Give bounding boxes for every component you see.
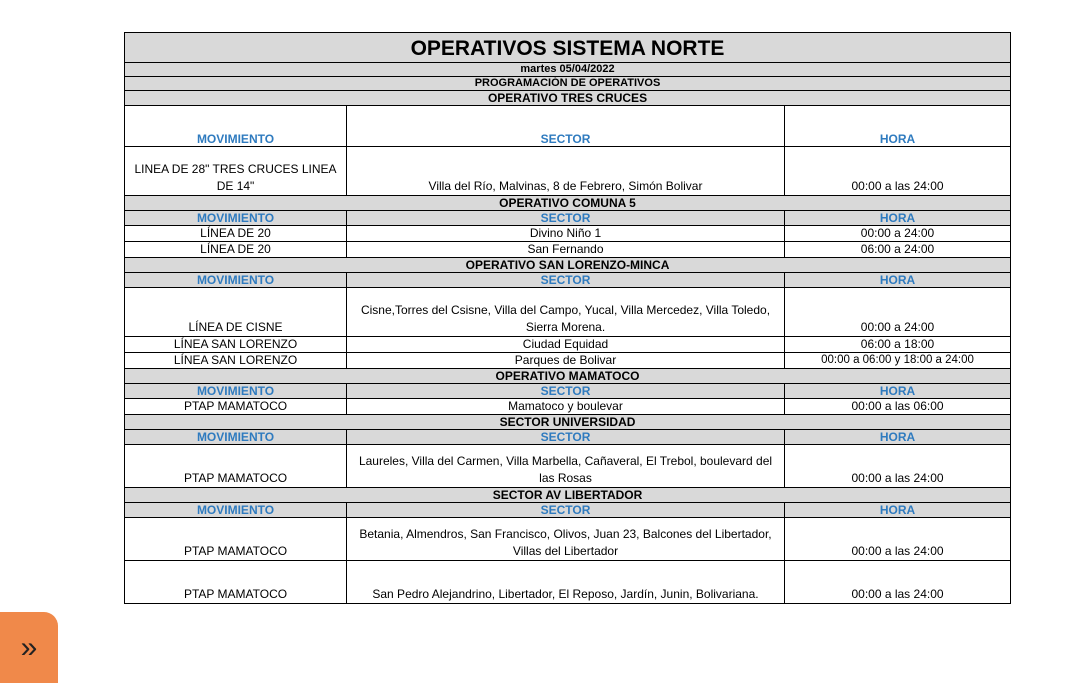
- header-hora: HORA: [785, 106, 1011, 147]
- section-title: OPERATIVO MAMATOCO: [125, 369, 1011, 384]
- date-label: martes 05/04/2022: [125, 63, 1011, 77]
- header-sector: SECTOR: [347, 503, 785, 518]
- cell-movimiento: LINEA DE 28" TRES CRUCES LINEA DE 14": [125, 147, 347, 196]
- header-sector: SECTOR: [347, 211, 785, 226]
- cell-movimiento: LÍNEA DE 20: [125, 242, 347, 258]
- cell-movimiento: PTAP MAMATOCO: [125, 561, 347, 604]
- column-header-row: [125, 503, 1011, 518]
- section-header: [125, 415, 1011, 430]
- cell-sector: San Pedro Alejandrino, Libertador, El Reposo, Jardín, Junin, Bolivariana.: [347, 561, 785, 604]
- cell-movimiento: PTAP MAMATOCO: [125, 518, 347, 561]
- cell-hora: 00:00 a las 06:00: [785, 399, 1011, 415]
- next-page-button[interactable]: [0, 612, 58, 683]
- column-header-row: [125, 384, 1011, 399]
- table-row: [125, 518, 1011, 561]
- header-movimiento: MOVIMIENTO: [125, 106, 347, 147]
- header-movimiento: MOVIMIENTO: [125, 273, 347, 288]
- header-movimiento: MOVIMIENTO: [125, 384, 347, 399]
- subtitle-row: [125, 77, 1011, 91]
- cell-movimiento: PTAP MAMATOCO: [125, 399, 347, 415]
- subtitle-label: PROGRAMACIÓN DE OPERATIVOS: [125, 77, 1011, 91]
- section-header: [125, 488, 1011, 503]
- table-row: [125, 561, 1011, 604]
- section-title: OPERATIVO SAN LORENZO-MINCA: [125, 258, 1011, 273]
- table-row: [125, 353, 1011, 369]
- table-row: [125, 147, 1011, 196]
- cell-movimiento: LÍNEA DE CISNE: [125, 288, 347, 337]
- cell-sector: Villa del Río, Malvinas, 8 de Febrero, Simón Bolivar: [347, 147, 785, 196]
- table-row: [125, 288, 1011, 337]
- column-header-row: [125, 211, 1011, 226]
- title-row: [125, 33, 1011, 63]
- cell-sector: Ciudad Equidad: [347, 337, 785, 353]
- cell-movimiento: PTAP MAMATOCO: [125, 445, 347, 488]
- header-sector: SECTOR: [347, 106, 785, 147]
- section-header: [125, 91, 1011, 106]
- cell-movimiento: LÍNEA SAN LORENZO: [125, 337, 347, 353]
- table-row: [125, 226, 1011, 242]
- header-hora: HORA: [785, 384, 1011, 399]
- header-hora: HORA: [785, 430, 1011, 445]
- cell-sector: Betania, Almendros, San Francisco, Olivos, Juan 23, Balcones del Libertador, Villas del Libertador: [347, 518, 785, 561]
- cell-sector: Cisne,Torres del Csisne, Villa del Campo, Yucal, Villa Mercedez, Villa Toledo, Sierra Morena.: [347, 288, 785, 337]
- cell-hora: 00:00 a 06:00 y 18:00 a 24:00: [785, 353, 1011, 369]
- header-sector: SECTOR: [347, 430, 785, 445]
- cell-hora: 06:00 a 24:00: [785, 242, 1011, 258]
- header-sector: SECTOR: [347, 273, 785, 288]
- table-row: [125, 337, 1011, 353]
- column-header-row: [125, 273, 1011, 288]
- cell-sector: San Fernando: [347, 242, 785, 258]
- section-title: OPERATIVO TRES CRUCES: [125, 91, 1011, 106]
- cell-movimiento: LÍNEA SAN LORENZO: [125, 353, 347, 369]
- cell-sector: Parques de Bolivar: [347, 353, 785, 369]
- page-title: OPERATIVOS SISTEMA NORTE: [125, 33, 1011, 63]
- cell-hora: 00:00 a las 24:00: [785, 518, 1011, 561]
- cell-hora: 00:00 a las 24:00: [785, 147, 1011, 196]
- section-header: [125, 369, 1011, 384]
- cell-hora: 06:00 a 18:00: [785, 337, 1011, 353]
- cell-movimiento: LÍNEA DE 20: [125, 226, 347, 242]
- column-header-row: [125, 430, 1011, 445]
- section-title: OPERATIVO COMUNA 5: [125, 196, 1011, 211]
- table-row: [125, 399, 1011, 415]
- double-chevron-right-icon: »: [20, 631, 38, 664]
- header-hora: HORA: [785, 273, 1011, 288]
- cell-hora: 00:00 a 24:00: [785, 288, 1011, 337]
- header-movimiento: MOVIMIENTO: [125, 211, 347, 226]
- operativos-table: [124, 32, 1011, 604]
- cell-sector: Laureles, Villa del Carmen, Villa Marbella, Cañaveral, El Trebol, boulevard del las Rosas: [347, 445, 785, 488]
- cell-hora: 00:00 a 24:00: [785, 226, 1011, 242]
- column-header-row: [125, 106, 1011, 147]
- table-row: [125, 242, 1011, 258]
- section-title: SECTOR AV LIBERTADOR: [125, 488, 1011, 503]
- cell-sector: Divino Niño 1: [347, 226, 785, 242]
- header-hora: HORA: [785, 211, 1011, 226]
- section-header: [125, 196, 1011, 211]
- header-movimiento: MOVIMIENTO: [125, 430, 347, 445]
- section-title: SECTOR UNIVERSIDAD: [125, 415, 1011, 430]
- header-hora: HORA: [785, 503, 1011, 518]
- table-row: [125, 445, 1011, 488]
- date-row: [125, 63, 1011, 77]
- header-sector: SECTOR: [347, 384, 785, 399]
- header-movimiento: MOVIMIENTO: [125, 503, 347, 518]
- cell-hora: 00:00 a las 24:00: [785, 445, 1011, 488]
- cell-hora: 00:00 a las 24:00: [785, 561, 1011, 604]
- section-header: [125, 258, 1011, 273]
- cell-sector: Mamatoco y boulevar: [347, 399, 785, 415]
